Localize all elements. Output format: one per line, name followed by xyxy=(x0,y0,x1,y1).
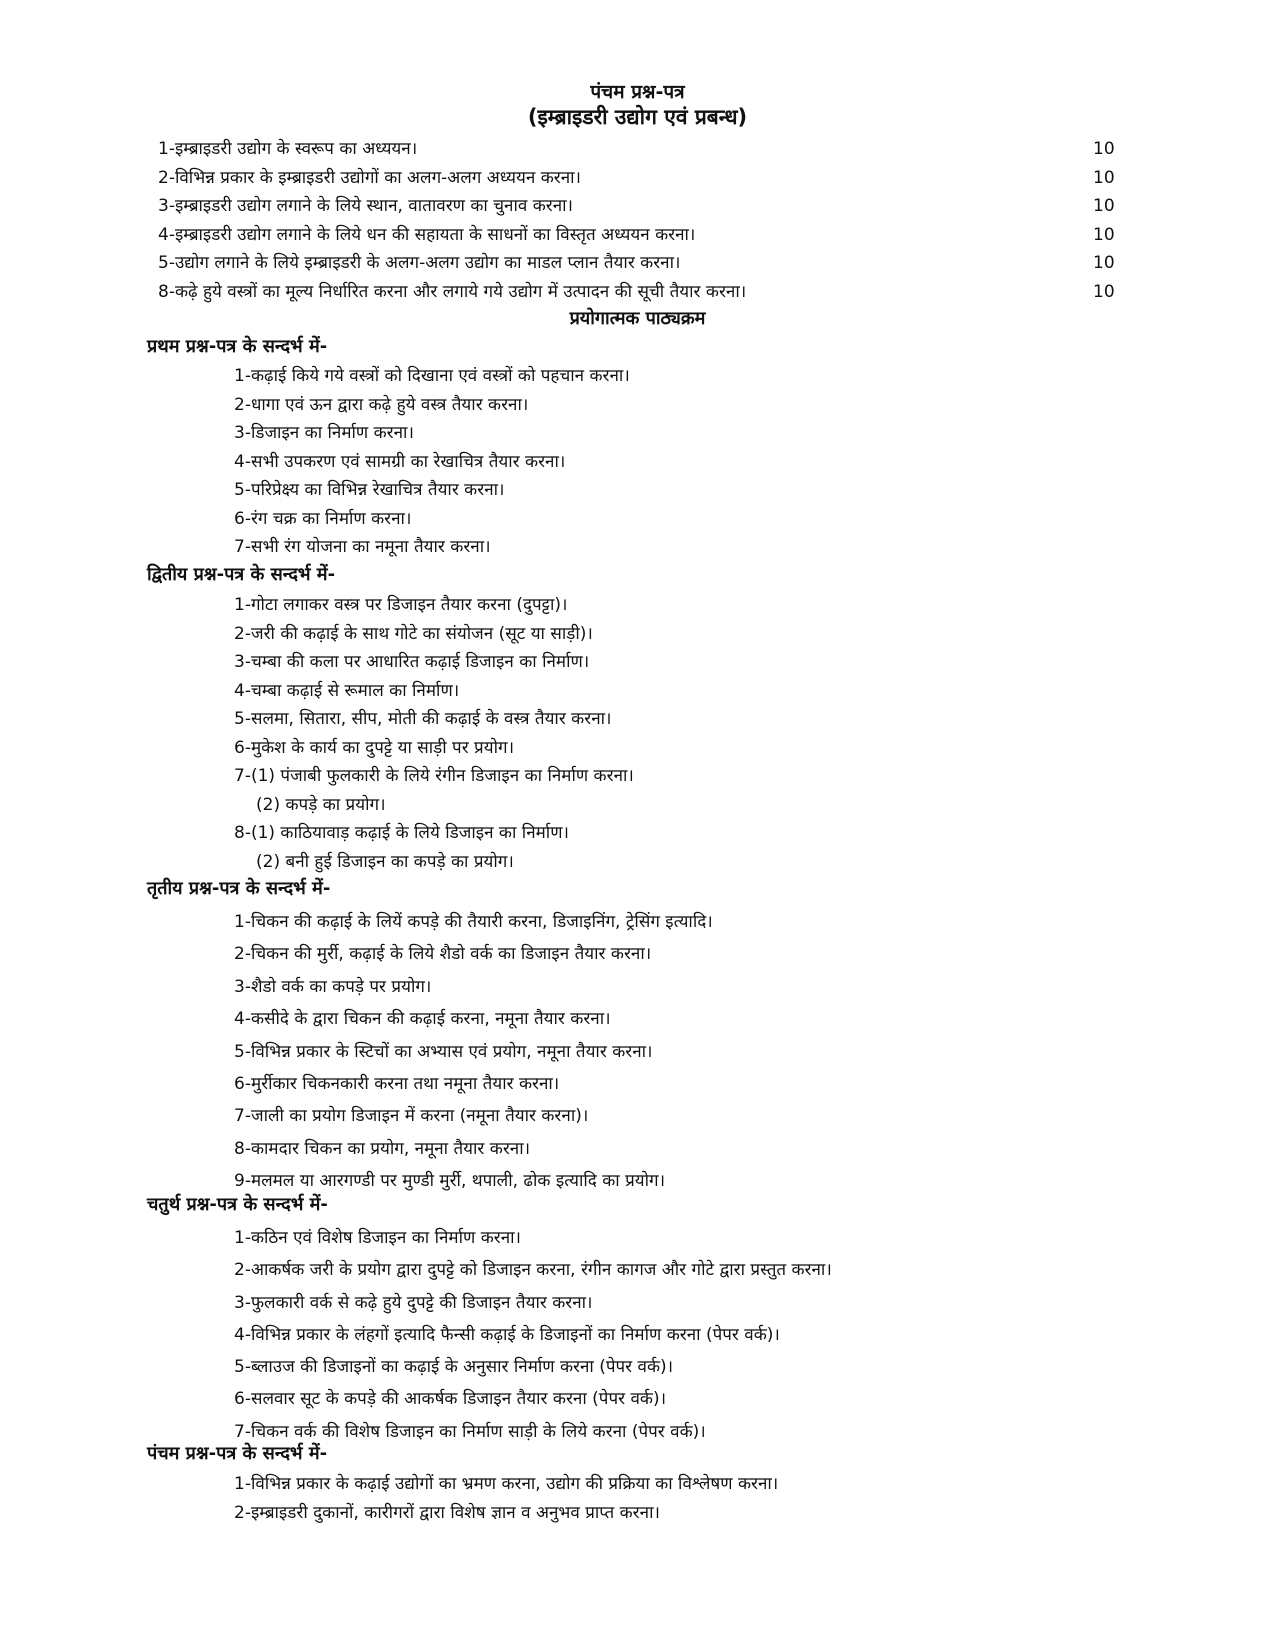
topic-marks: 10 xyxy=(1093,167,1115,188)
section-heading: तृतीय प्रश्न-पत्र के सन्दर्भ में- xyxy=(147,878,331,899)
topic-text: 2-विभिन्न प्रकार के इम्ब्राइडरी उद्योगों का अलग-अलग अध्ययन करना। xyxy=(158,167,581,188)
section-heading: पंचम प्रश्न-पत्र के सन्दर्भ में- xyxy=(147,1443,328,1464)
topic-row xyxy=(158,192,1118,221)
list-item: 2-आकर्षक जरी के प्रयोग द्वारा दुपट्टे को डिजाइन करना, रंगीन कागज और गोटे द्वारा प्रस्तुत करना। xyxy=(234,1260,832,1281)
list-item: 2-चिकन की मुर्री, कढ़ाई के लिये शैडो वर्क का डिजाइन तैयार करना। xyxy=(234,944,652,965)
list-item: 1-विभिन्न प्रकार के कढ़ाई उद्योगों का भ्रमण करना, उद्योग की प्रक्रिया का विश्लेषण करना। xyxy=(234,1474,779,1494)
list-item: 1-गोटा लगाकर वस्त्र पर डिजाइन तैयार करना (दुपट्टा)। xyxy=(234,595,568,615)
section-heading: प्रथम प्रश्न-पत्र के सन्दर्भ में- xyxy=(147,336,328,357)
list-item: 8-(1) काठियावाड़ कढ़ाई के लिये डिजाइन का निर्माण। xyxy=(234,823,569,843)
section-items xyxy=(234,906,713,1198)
list-item: 7-जाली का प्रयोग डिजाइन में करना (नमूना तैयार करना)। xyxy=(234,1106,589,1127)
list-item: 7-सभी रंग योजना का नमूना तैयार करना। xyxy=(234,537,491,557)
list-item: 5-ब्लाउज की डिजाइनों का कढ़ाई के अनुसार निर्माण करना (पेपर वर्क)। xyxy=(234,1357,674,1378)
topic-marks: 10 xyxy=(1093,224,1115,245)
topic-row xyxy=(158,221,1118,250)
paper-heading: पंचम प्रश्न-पत्र xyxy=(590,81,685,103)
list-item: 9-मलमल या आरगण्डी पर मुण्डी मुर्री, थपाली, ढोक इत्यादि का प्रयोग। xyxy=(234,1171,666,1192)
list-item: 6-मुकेश के कार्य का दुपट्टे या साड़ी पर प्रयोग। xyxy=(234,737,515,758)
topic-marks: 10 xyxy=(1093,196,1115,216)
list-item: 5-परिप्रेक्ष्य का विभिन्न रेखाचित्र तैयार करना। xyxy=(234,480,505,500)
list-item: 4-सभी उपकरण एवं सामग्री का रेखाचित्र तैयार करना। xyxy=(234,451,566,472)
list-item: 2-धागा एवं ऊन द्वारा कढ़े हुये वस्त्र तैयार करना। xyxy=(234,394,529,415)
list-item: 6-रंग चक्र का निर्माण करना। xyxy=(234,508,412,529)
list-item: 3-शैडो वर्क का कपड़े पर प्रयोग। xyxy=(234,976,432,997)
list-item: 8-कामदार चिकन का प्रयोग, नमूना तैयार करना। xyxy=(234,1138,531,1159)
practical-title: प्रयोगात्मक पाठ्यक्रम xyxy=(569,308,706,329)
list-item: 1-कठिन एवं विशेष डिजाइन का निर्माण करना। xyxy=(234,1228,521,1248)
topic-row xyxy=(158,164,1118,193)
list-item: 5-सलमा, सितारा, सीप, मोती की कढ़ाई के वस्त्र तैयार करना। xyxy=(234,709,612,729)
section-items xyxy=(234,362,630,562)
list-item: (2) कपड़े का प्रयोग। xyxy=(256,794,386,815)
list-item: 3-डिजाइन का निर्माण करना। xyxy=(234,423,414,443)
topic-marks: 10 xyxy=(1093,253,1115,273)
list-item: 2-जरी की कढ़ाई के साथ गोटे का संयोजन (सूट या साड़ी)। xyxy=(234,623,593,644)
section-heading: चतुर्थ प्रश्न-पत्र के सन्दर्भ में- xyxy=(147,1194,328,1215)
list-item: 6-सलवार सूट के कपड़े की आकर्षक डिजाइन तैयार करना (पेपर वर्क)। xyxy=(234,1389,667,1410)
section-items xyxy=(234,1222,832,1448)
topic-marks: 10 xyxy=(1093,281,1115,302)
list-item: 4-चम्बा कढ़ाई से रूमाल का निर्माण। xyxy=(234,680,460,701)
topic-text: 3-इम्ब्राइडरी उद्योग लगाने के लिये स्थान, वातावरण का चुनाव करना। xyxy=(158,196,573,216)
list-item: 1-कढ़ाई किये गये वस्त्रों को दिखाना एवं वस्त्रों को पहचान करना। xyxy=(234,366,630,386)
list-item: 5-विभिन्न प्रकार के स्टिचों का अभ्यास एवं प्रयोग, नमूना तैयार करना। xyxy=(234,1041,653,1062)
list-item: 4-विभिन्न प्रकार के लंहगों इत्यादि फैन्सी कढ़ाई के डिजाइनों का निर्माण करना (पेपर वर्क)। xyxy=(234,1324,780,1345)
list-item: 2-इम्ब्राइडरी दुकानों, कारीगरों द्वारा विशेष ज्ञान व अनुभव प्राप्त करना। xyxy=(234,1503,660,1523)
topic-text: 1-इम्ब्राइडरी उद्योग के स्वरूप का अध्ययन। xyxy=(158,139,418,159)
topic-text: 5-उद्योग लगाने के लिये इम्ब्राइडरी के अलग-अलग उद्योग का माडल प्लान तैयार करना। xyxy=(158,253,681,273)
topic-text: 4-इम्ब्राइडरी उद्योग लगाने के लिये धन की सहायता के साधनों का विस्तृत अध्ययन करना। xyxy=(158,224,696,245)
section-heading: द्वितीय प्रश्न-पत्र के सन्दर्भ में- xyxy=(147,564,336,585)
list-item: 6-मुर्रीकार चिकनकारी करना तथा नमूना तैयार करना। xyxy=(234,1073,560,1094)
topics-list xyxy=(158,135,1118,306)
list-item: 3-चम्बा की कला पर आधारित कढ़ाई डिजाइन का निर्माण। xyxy=(234,652,590,672)
paper-subheading: (इम्ब्राइडरी उद्योग एवं प्रबन्ध) xyxy=(527,105,748,129)
list-item: 3-फुलकारी वर्क से कढ़े हुये दुपट्टे की डिजाइन तैयार करना। xyxy=(234,1292,593,1313)
list-item: 7-(1) पंजाबी फुलकारी के लिये रंगीन डिजाइन का निर्माण करना। xyxy=(234,766,634,786)
list-item: 4-कसीदे के द्वारा चिकन की कढ़ाई करना, नमूना तैयार करना। xyxy=(234,1009,611,1030)
topic-row xyxy=(158,135,1118,164)
section-items xyxy=(234,1470,778,1528)
topic-text: 8-कढ़े हुये वस्त्रों का मूल्य निर्धारित करना और लगाये गये उद्योग में उत्पादन की सूची तैयार करना। xyxy=(158,281,747,302)
list-item: (2) बनी हुई डिजाइन का कपड़े का प्रयोग। xyxy=(256,851,514,872)
topic-row xyxy=(158,249,1118,278)
list-item: 1-चिकन की कढ़ाई के लियें कपड़े की तैयारी करना, डिजाइनिंग, ट्रेसिंग इत्यादि। xyxy=(234,912,713,932)
list-item: 7-चिकन वर्क की विशेष डिजाइन का निर्माण साड़ी के लिये करना (पेपर वर्क)। xyxy=(234,1421,706,1442)
topic-marks: 10 xyxy=(1093,139,1115,159)
section-items xyxy=(234,591,634,876)
topic-row xyxy=(158,278,1118,307)
